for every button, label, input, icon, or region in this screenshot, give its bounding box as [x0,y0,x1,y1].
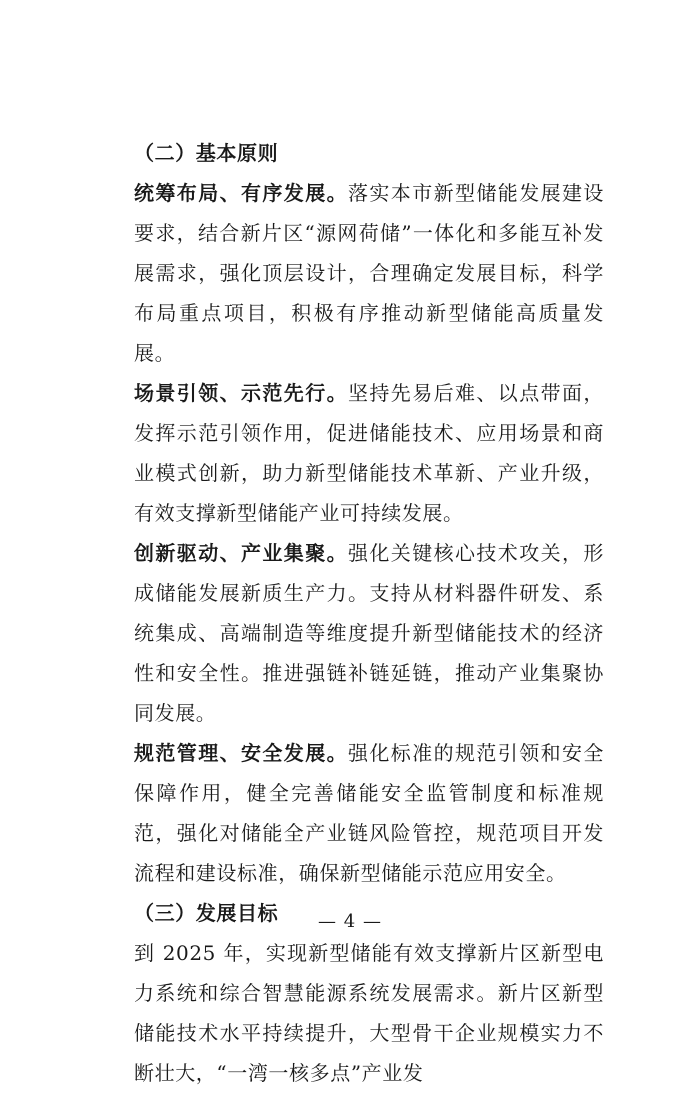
principle-text-3: 强化关键核心技术攻关，形成储能发展新质生产力。支持从材料器件研发、系统集成、高端制造等维度提升新型储能技术的经济性和安全性。推进强链补链延链，推动产业集聚协同发展。 [134,541,604,725]
section-heading-development-goals: （三）发展目标 [134,901,279,925]
principle-paragraph-2 [134,373,604,533]
principle-lead-4: 规范管理、安全发展。 [134,741,348,765]
principle-lead-3: 创新驱动、产业集聚。 [134,541,348,565]
principle-paragraph-3 [134,533,604,733]
principle-lead-1: 统筹布局、有序发展。 [134,181,348,205]
section-heading-basic-principles: （二）基本原则 [134,141,279,165]
principle-lead-2: 场景引领、示范先行。 [134,381,348,405]
principle-text-2: 坚持先易后难、以点带面，发挥示范引领作用，促进储能技术、应用场景和商业模式创新，助力新型储能技术革新、产业升级，有效支撑新型储能产业可持续发展。 [134,381,604,525]
principle-text-1: 落实本市新型储能发展建设要求，结合新片区“源网荷储”一体化和多能互补发展需求，强化顶层设计，合理确定发展目标，科学布局重点项目，积极有序推动新型储能高质量发展。 [134,181,604,365]
principle-paragraph-4 [134,733,604,893]
principle-text-4: 强化标准的规范引领和安全保障作用，健全完善储能安全监管制度和标准规范，强化对储能全产业链风险管控，规范项目开发流程和建设标准，确保新型储能示范应用安全。 [134,741,604,885]
principle-paragraph-1 [134,173,604,373]
document-body [134,133,604,1093]
development-goals-paragraph: 到 2025 年，实现新型储能有效支撑新片区新型电力系统和综合智慧能源系统发展需求。新片区新型储能技术水平持续提升，大型骨干企业规模实力不断壮大，“一湾一核多点”产业发 [134,941,604,1085]
page-number: — 4 — [318,911,382,932]
